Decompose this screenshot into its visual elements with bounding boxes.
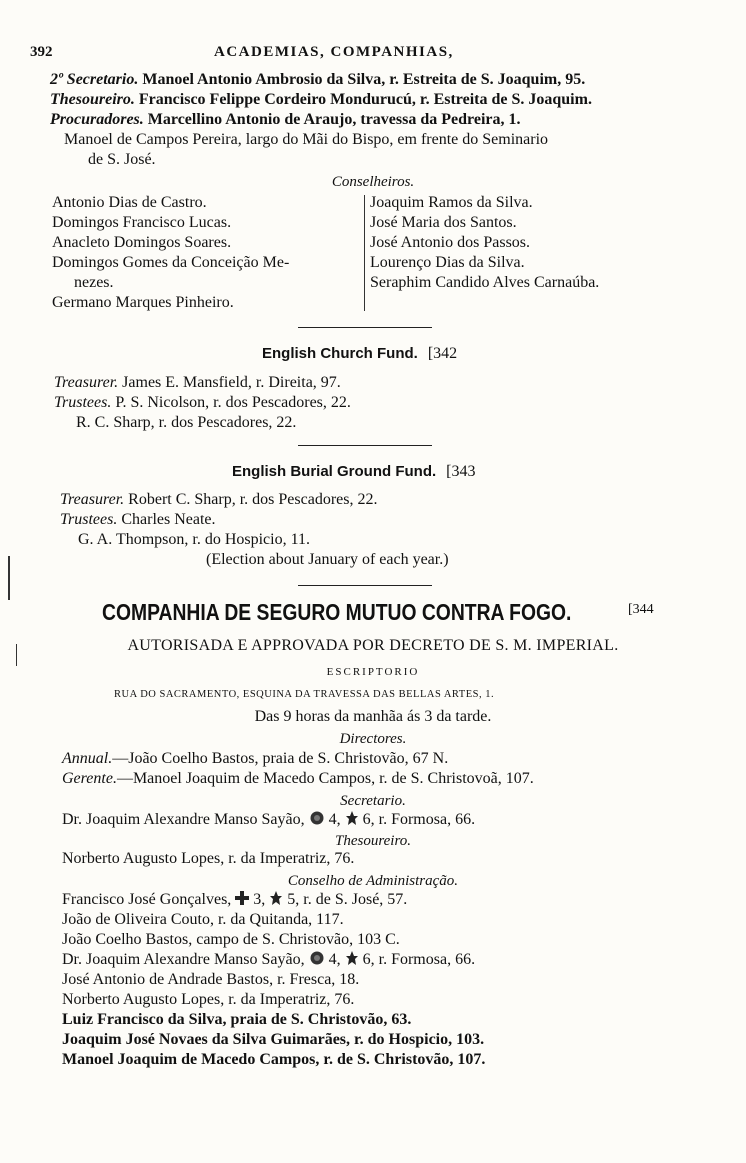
order-number: 4,	[328, 951, 341, 968]
church-fund-heading	[262, 344, 457, 364]
director-text: —João Coelho Bastos, praia de S. Christovão, 67 N.	[112, 750, 449, 767]
conselho-member: Luiz Francisco da Silva, praia de S. Christovão, 63.	[62, 1011, 412, 1028]
thesoureiro-line: Norberto Augusto Lopes, r. da Imperatriz, 76.	[62, 850, 355, 867]
companhia-subtitle: AUTORISADA E APPROVADA POR DECRETO DE S. M. IMPERIAL.	[127, 637, 619, 654]
conselheiro-left: Antonio Dias de Castro.	[52, 194, 207, 211]
conselheiro-right: José Antonio dos Passos.	[370, 234, 531, 251]
conselho-member: João Coelho Bastos, campo de S. Christovão, 103 C.	[62, 931, 400, 948]
office-hours: Das 9 horas da manhãa ás 3 da tarde.	[254, 708, 492, 725]
conselheiro-right: Lourenço Dias da Silva.	[370, 254, 525, 271]
thesoureiro-heading: Thesoureiro.	[335, 833, 411, 849]
officer-line	[50, 70, 585, 90]
order-star-icon	[269, 891, 287, 908]
directores-heading: Directores.	[339, 731, 407, 747]
companhia-title: COMPANHIA DE SEGURO MUTUO CONTRA FOGO.	[102, 599, 572, 625]
order-medal-icon	[309, 811, 329, 828]
companhia-address: RUA DO SACRAMENTO, ESQUINA DA TRAVESSA DAS BELLAS ARTES, 1.	[114, 689, 495, 700]
section-rule	[298, 585, 432, 586]
margin-mark	[16, 644, 17, 666]
section-rule	[298, 445, 432, 446]
officer-text: Francisco Felippe Cordeiro Mondurucú, r. Estreita de S. Joaquim.	[138, 91, 592, 108]
secretario-line	[62, 810, 475, 830]
role-text: Charles Neate.	[121, 511, 216, 528]
order-medal-icon	[309, 951, 329, 968]
director-line	[62, 749, 448, 769]
secretario-heading: Secretario.	[340, 793, 406, 809]
conselheiro-left: Domingos Gomes da Conceição Me-	[52, 254, 290, 271]
order-number: 4,	[328, 811, 341, 828]
officer-text: Manoel de Campos Pereira, largo do Mãi do Bispo, em frente do Seminario	[64, 131, 549, 148]
burial-fund-heading	[232, 462, 475, 482]
companhia-heading	[102, 598, 661, 630]
church-fund-line	[54, 373, 341, 393]
church-fund-line	[54, 393, 351, 413]
conselheiro-left: Germano Marques Pinheiro.	[52, 294, 234, 311]
officer-continuation: de S. José.	[88, 151, 156, 168]
director-text: —Manoel Joaquim de Macedo Campos, r. de S. Christovoã, 107.	[116, 770, 534, 787]
conselho-member: João de Oliveira Couto, r. da Quitanda, 117.	[62, 911, 344, 928]
order-number: 6, r. Formosa, 66.	[362, 811, 476, 828]
conselheiro-right: José Maria dos Santos.	[370, 214, 517, 231]
officer-line	[64, 130, 548, 150]
order-number: 5, r. de S. José, 57.	[287, 891, 408, 908]
conselho-heading: Conselho de Administração.	[287, 873, 459, 889]
escriptorio-label: ESCRIPTORIO	[326, 666, 420, 678]
burial-fund-note: (Election about January of each year.)	[206, 551, 449, 568]
margin-mark	[8, 556, 10, 600]
order-star-icon	[345, 951, 363, 968]
column-divider	[364, 195, 365, 311]
maltese-cross-icon	[235, 891, 253, 908]
burial-fund-line	[78, 530, 310, 550]
role-text: P. S. Nicolson, r. dos Pescadores, 22.	[115, 394, 351, 411]
conselheiro-left: Domingos Francisco Lucas.	[52, 214, 232, 231]
officer-label: 2º Secretario.	[50, 71, 139, 88]
conselheiro-right: Seraphim Candido Alves Carnaúba.	[370, 274, 600, 291]
role-label: Treasurer.	[54, 374, 119, 391]
running-title: ACADEMIAS, COMPANHIAS,	[214, 44, 454, 60]
director-line	[62, 769, 534, 789]
burial-fund-ref: [343	[446, 463, 476, 480]
conselho-member: Joaquim José Novaes da Silva Guimarães, r. do Hospicio, 103.	[62, 1031, 485, 1048]
officer-text: Marcellino Antonio de Araujo, travessa da Pedreira, 1.	[147, 111, 521, 128]
conselho-member: Norberto Augusto Lopes, r. da Imperatriz, 76.	[62, 991, 355, 1008]
burial-fund-line	[60, 490, 377, 510]
conselho-member: José Antonio de Andrade Bastos, r. Fresca, 18.	[62, 971, 360, 988]
role-label: Trustees.	[60, 511, 118, 528]
order-number: 6, r. Formosa, 66.	[362, 951, 476, 968]
conselho-member: Manoel Joaquim de Macedo Campos, r. de S. Christovão, 107.	[62, 1051, 486, 1068]
section-rule	[298, 327, 432, 328]
role-text: James E. Mansfield, r. Direita, 97.	[122, 374, 341, 391]
burial-fund-line	[60, 510, 216, 530]
conselho-member	[62, 950, 475, 970]
role-text: G. A. Thompson, r. do Hospicio, 11.	[78, 531, 311, 548]
director-label: Annual.	[62, 750, 113, 767]
member-name: Dr. Joaquim Alexandre Manso Sayão,	[62, 951, 305, 968]
officer-line	[50, 110, 521, 130]
officer-line	[50, 90, 592, 110]
conselheiros-heading: Conselheiros.	[331, 174, 415, 190]
role-text: R. C. Sharp, r. dos Pescadores, 22.	[76, 414, 297, 431]
role-label: Treasurer.	[60, 491, 125, 508]
church-fund-ref: [342	[427, 345, 458, 362]
conselheiro-left: Anacleto Domingos Soares.	[52, 234, 232, 251]
burial-fund-title: English Burial Ground Fund.	[232, 463, 437, 480]
officer-label: Thesoureiro.	[50, 91, 135, 108]
role-text: Robert C. Sharp, r. dos Pescadores, 22.	[128, 491, 378, 508]
church-fund-title: English Church Fund.	[262, 345, 418, 362]
director-label: Gerente.	[62, 770, 117, 787]
order-number: 3,	[253, 891, 266, 908]
officer-text: Manoel Antonio Ambrosio da Silva, r. Estreita de S. Joaquim, 95.	[142, 71, 586, 88]
page-number: 392	[30, 44, 53, 60]
officer-label: Procuradores.	[50, 111, 144, 128]
conselho-member	[62, 890, 407, 910]
secretario-name: Dr. Joaquim Alexandre Manso Sayão,	[62, 811, 305, 828]
role-label: Trustees.	[54, 394, 112, 411]
order-star-icon	[345, 811, 363, 828]
church-fund-line	[76, 413, 296, 433]
member-name: Francisco José Gonçalves,	[62, 891, 232, 908]
companhia-ref: [344	[628, 602, 654, 617]
conselheiro-right: Joaquim Ramos da Silva.	[370, 194, 533, 211]
conselheiro-left: nezes.	[74, 274, 114, 291]
